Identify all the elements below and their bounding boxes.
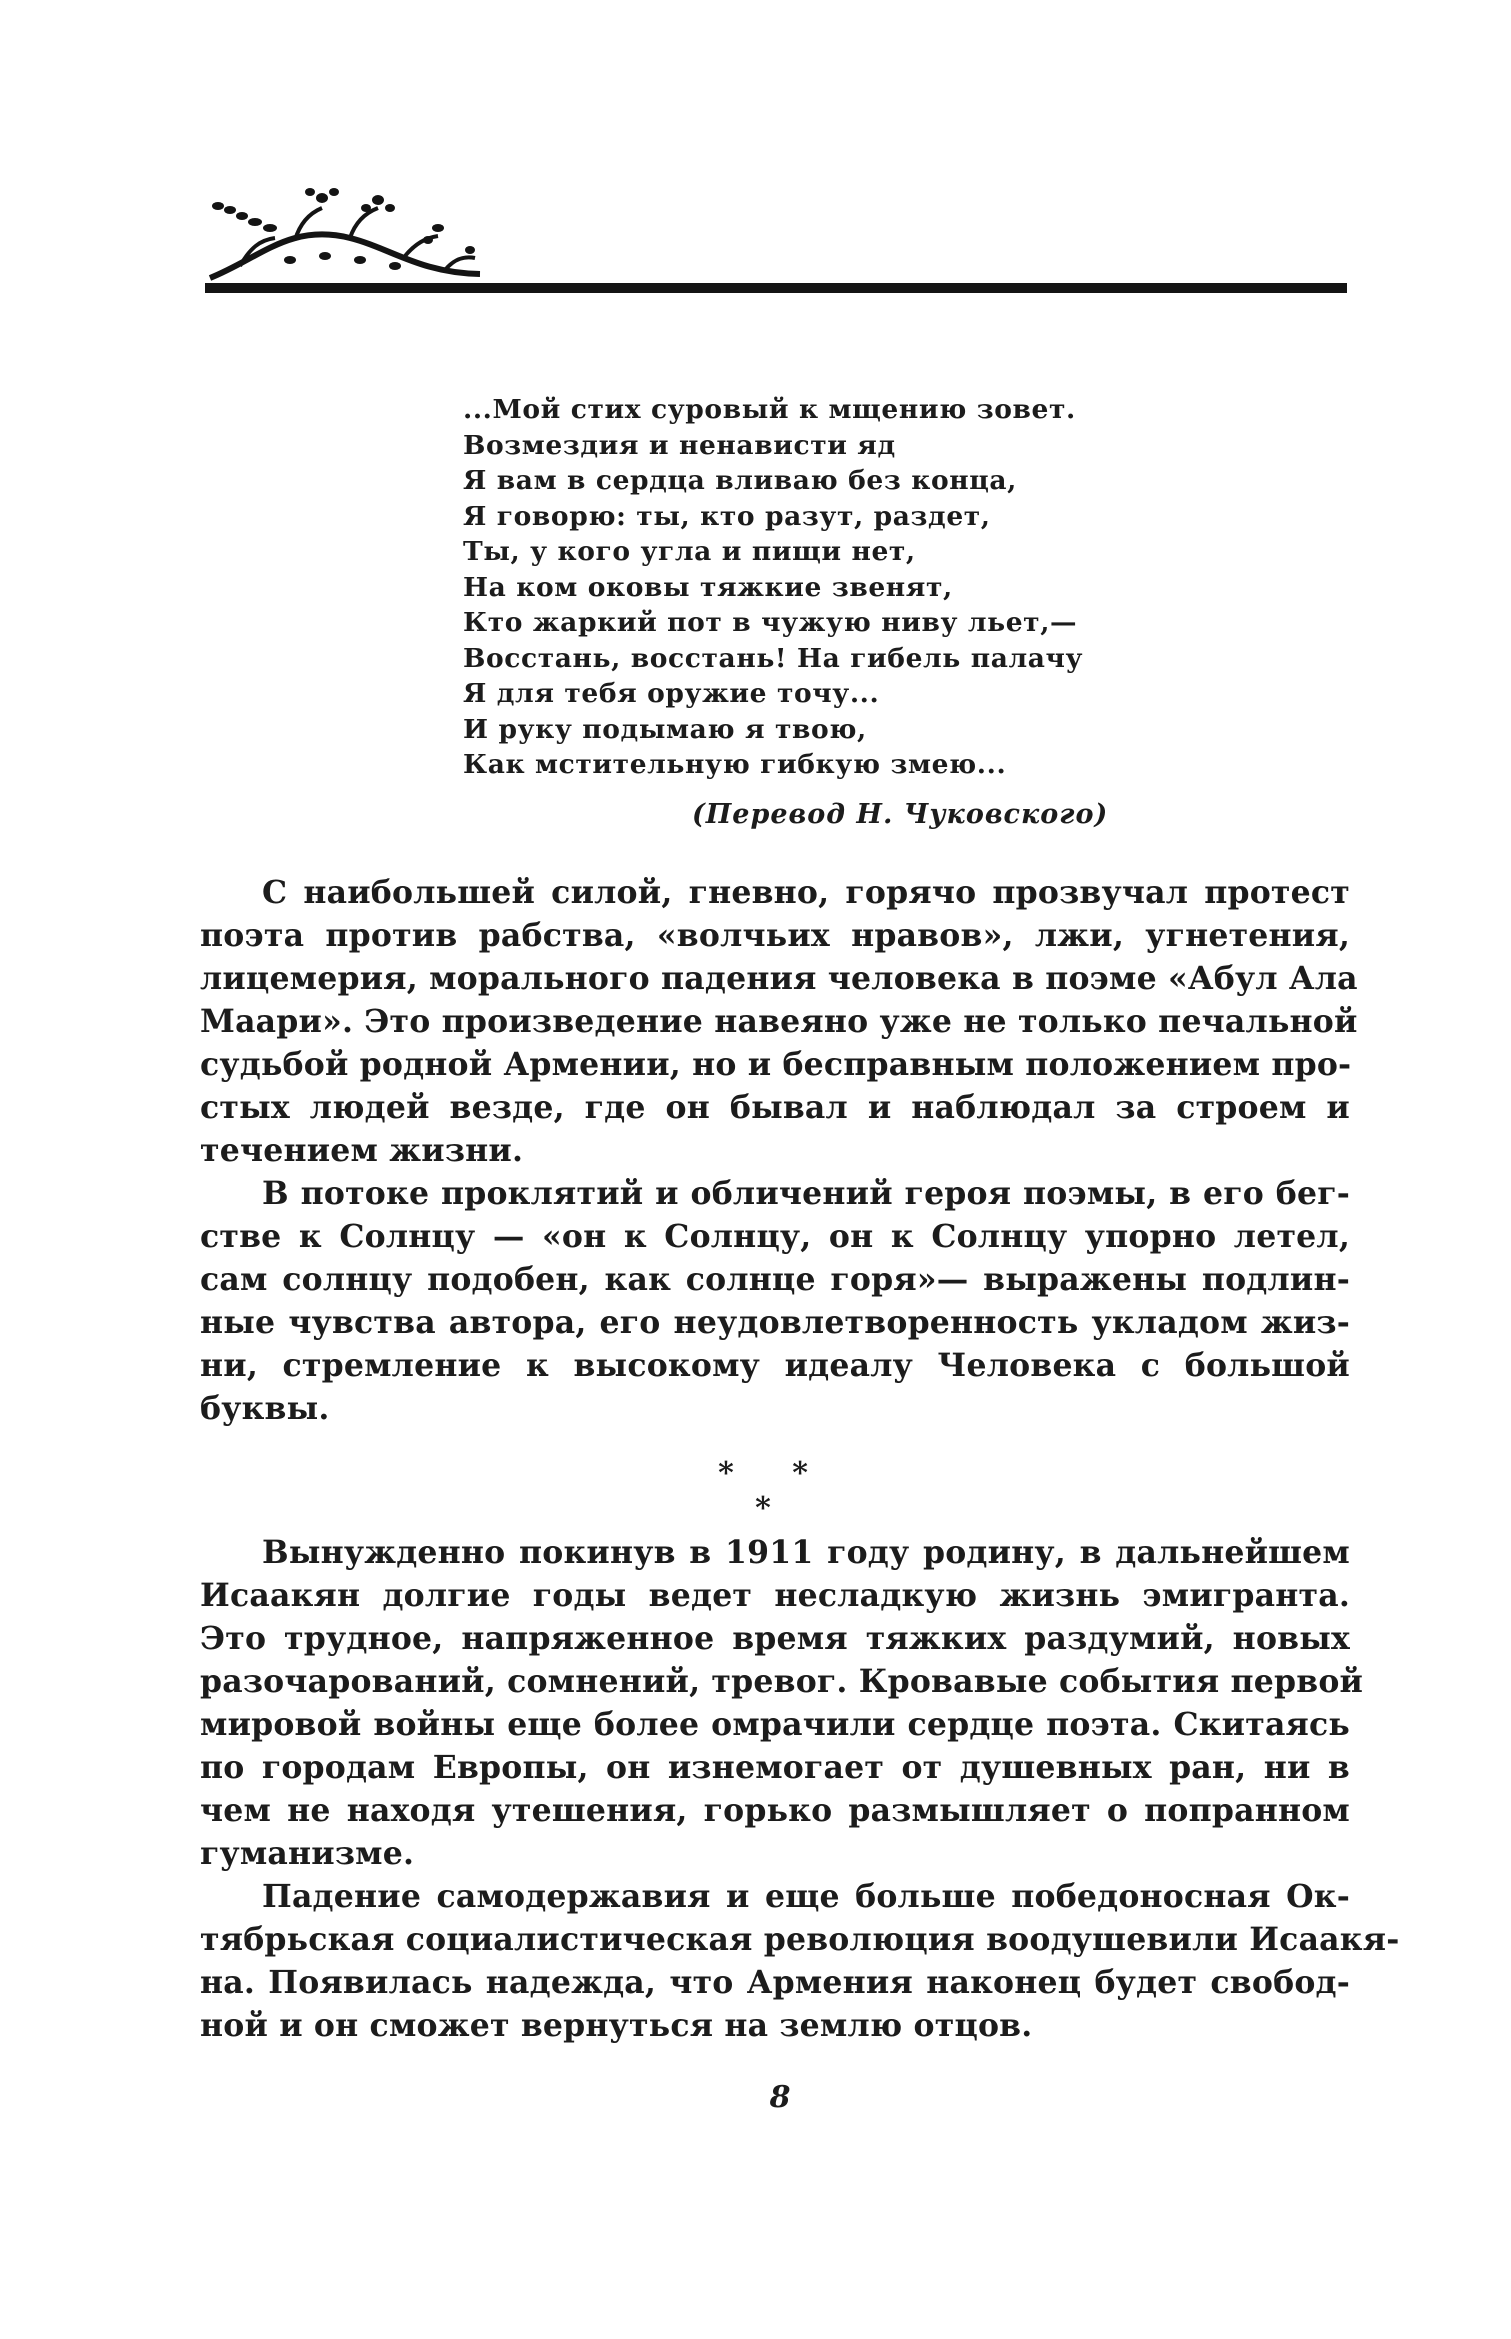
paragraph-line: на. Появилась надежда, что Армения наконец будет свобод- [200, 1964, 1350, 2001]
poem-line: Восстань, восстань! На гибель палачу [463, 642, 1084, 674]
paragraph-line: ной и он сможет вернуться на землю отцов. [200, 2007, 1033, 2044]
poem-line: Я вам в сердца вливаю без конца, [463, 465, 1018, 496]
paragraph-line: течением жизни. [200, 1132, 524, 1169]
paragraph-line: разочарований, сомнений, тревог. Кровавые события первой [200, 1663, 1364, 1700]
poem-block [463, 392, 1183, 783]
poem-line: Кто жаркий пот в чужую ниву льет,— [463, 607, 1078, 638]
floral-branch-ornament-icon [200, 178, 500, 290]
paragraph-line: тябрьская социалистическая революция воодушевили Исаакя- [200, 1921, 1400, 1958]
poem-line: Ты, у кого угла и пищи нет, [463, 536, 916, 567]
paragraph-line: лицемерия, морального падения человека в поэме «Абул Ала [200, 960, 1358, 997]
paragraph-line: мировой войны еще более омрачили сердце поэта. Скитаясь [200, 1706, 1350, 1743]
paragraph-line: сам солнцу подобен, как солнце горя»— выражены подлин- [200, 1261, 1350, 1298]
paragraph-line: Падение самодержавия и еще больше победоносная Ок- [262, 1878, 1350, 1915]
paragraph-line: буквы. [200, 1390, 330, 1427]
poem-line: ...Мой стих суровый к мщению зовет. [463, 394, 1076, 425]
paragraph-line: поэта против рабства, «волчьих нравов», лжи, угнетения, [200, 917, 1350, 954]
paragraph-line: ни, стремление к высокому идеалу Человека с большой [200, 1347, 1350, 1384]
page-number: 8 [769, 2080, 791, 2115]
poem-line: Я для тебя оружие точу... [463, 678, 880, 709]
paragraph-line: гуманизме. [200, 1835, 415, 1872]
header-rule-divider [205, 283, 1347, 293]
section-divider-asterisks: * * * [718, 1456, 832, 1526]
poem-line: Как мстительную гибкую змею... [463, 749, 1007, 780]
paragraph-line: Маари». Это произведение навеяно уже не только печальной [200, 1003, 1358, 1040]
poem-attribution: (Перевод Н. Чуковского) [692, 799, 1109, 830]
paragraph-line: Вынужденно покинув в 1911 году родину, в дальнейшем [262, 1534, 1350, 1571]
paragraph-line: стых людей везде, где он бывал и наблюдал за строем и [200, 1089, 1350, 1126]
poem-line: Я говорю: ты, кто разут, раздет, [463, 500, 991, 532]
poem-line: Возмездия и ненависти яд [463, 429, 896, 461]
paragraph-line: В потоке проклятий и обличений героя поэмы, в его бег- [262, 1175, 1350, 1212]
paragraph-line: ные чувства автора, его неудовлетворенность укладом жиз- [200, 1304, 1350, 1341]
poem-line: И руку подымаю я твою, [463, 713, 867, 745]
paragraph-line: стве к Солнцу — «он к Солнцу, он к Солнцу упорно летел, [200, 1218, 1350, 1255]
paragraph-line: по городам Европы, он изнемогает от душевных ран, ни в [200, 1749, 1350, 1786]
paragraph-line: Это трудное, напряженное время тяжких раздумий, новых [200, 1620, 1350, 1657]
paragraph-line: С наибольшей силой, гневно, горячо прозвучал протест [262, 874, 1350, 911]
paragraph-line: судьбой родной Армении, но и бесправным положением про- [200, 1046, 1352, 1083]
poem-line: На ком оковы тяжкие звенят, [463, 571, 953, 603]
paragraph-line: Исаакян долгие годы ведет несладкую жизнь эмигранта. [200, 1577, 1350, 1614]
paragraph-line: чем не находя утешения, горько размышляет о попранном [200, 1792, 1350, 1829]
